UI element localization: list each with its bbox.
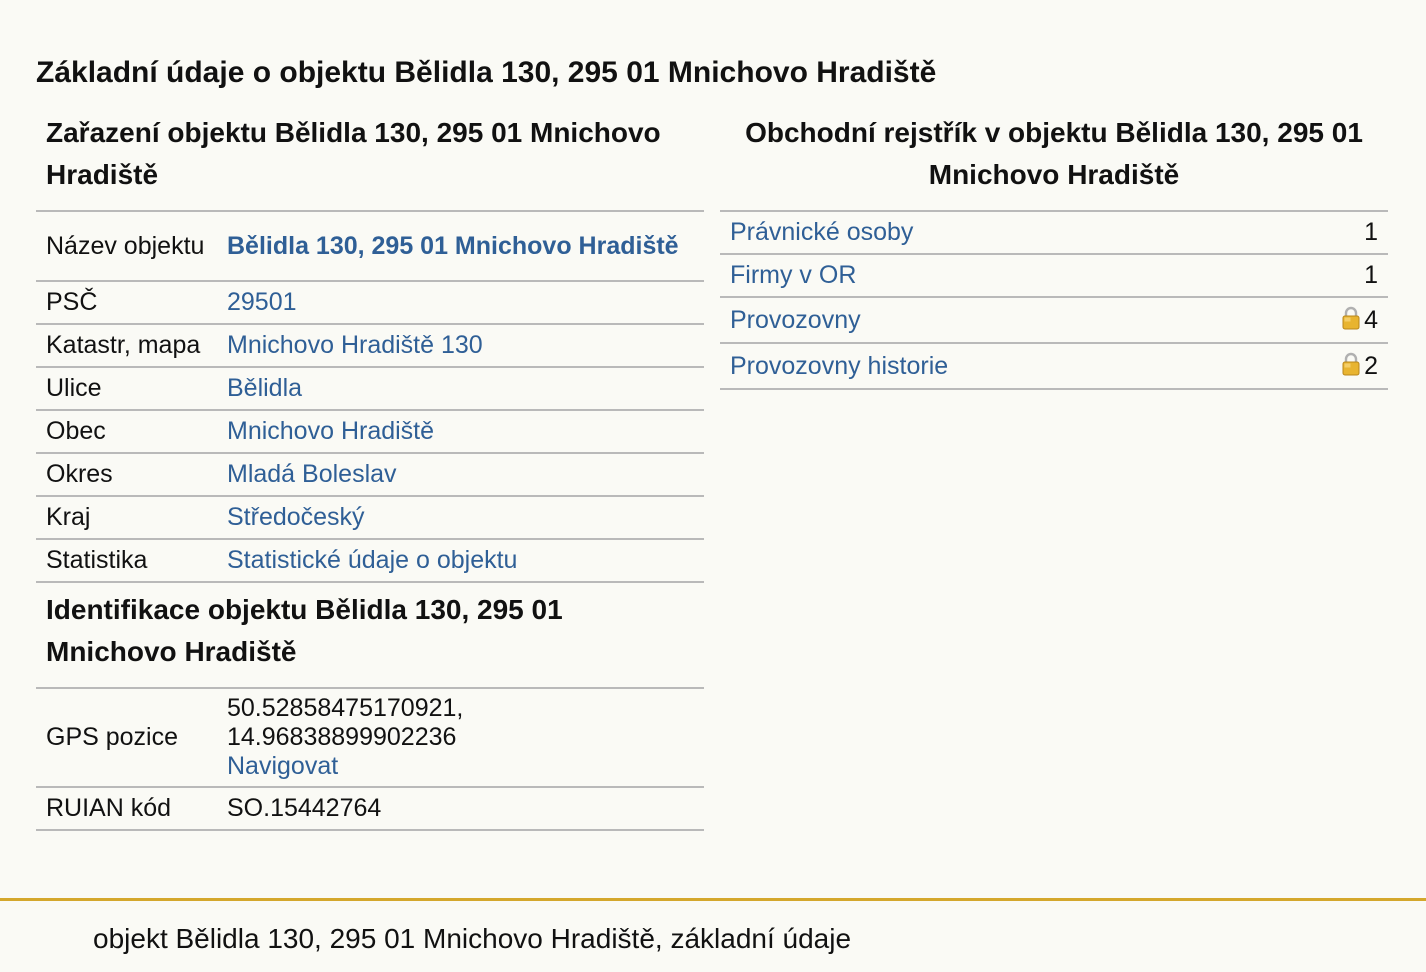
- cadastre-link[interactable]: Mnichovo Hradiště 130: [227, 331, 483, 359]
- page-title: Základní údaje o objektu Bělidla 130, 295 01 Mnichovo Hradiště: [36, 56, 937, 89]
- table-row: [36, 324, 704, 367]
- ruian-value: SO.15442764: [217, 787, 704, 830]
- table-row: [720, 343, 1388, 389]
- business-register-title: Obchodní rejstřík v objektu Bělidla 130, 295 01 Mnichovo Hradiště: [745, 117, 1363, 190]
- table-row: [36, 453, 704, 496]
- table-row: [36, 539, 704, 582]
- classification-title: Zařazení objektu Bělidla 130, 295 01 Mnichovo Hradiště: [46, 117, 661, 190]
- street-link[interactable]: Bělidla: [227, 374, 303, 402]
- row-value: [217, 281, 704, 324]
- table-row: [36, 496, 704, 539]
- business-register-table: [720, 210, 1388, 390]
- row-label: GPS pozice: [36, 688, 217, 787]
- row-label: [720, 297, 1261, 343]
- gps-latitude: 50.52858475170921,: [227, 694, 464, 722]
- establishments-link[interactable]: Provozovny: [730, 305, 861, 334]
- row-label: Kraj: [36, 496, 217, 539]
- row-value: [217, 410, 704, 453]
- gps-value: [217, 688, 704, 787]
- right-column: [720, 112, 1388, 390]
- row-count: [1261, 297, 1388, 343]
- table-row: [36, 410, 704, 453]
- footer: [0, 898, 1426, 972]
- row-label: Ulice: [36, 367, 217, 410]
- row-label: Statistika: [36, 539, 217, 582]
- municipality-link[interactable]: Mnichovo Hradiště: [227, 417, 435, 445]
- table-row: [720, 211, 1388, 254]
- table-row: [36, 367, 704, 410]
- region-link[interactable]: Středočeský: [227, 503, 365, 531]
- row-label: [720, 254, 1261, 297]
- object-name-link[interactable]: Bělidla 130, 295 01 Mnichovo Hradiště: [227, 231, 679, 260]
- table-row: [720, 254, 1388, 297]
- count-value: 4: [1364, 305, 1378, 334]
- psc-link[interactable]: 29501: [227, 288, 297, 316]
- left-column: [36, 112, 704, 831]
- row-label: [720, 211, 1261, 254]
- identification-section: [36, 589, 704, 831]
- table-row: [720, 297, 1388, 343]
- row-label: Název objektu: [36, 211, 217, 281]
- row-label: PSČ: [36, 281, 217, 324]
- identification-title: Identifikace objektu Bělidla 130, 295 01 Mnichovo Hradiště: [46, 594, 563, 667]
- establishments-history-link[interactable]: Provozovny historie: [730, 351, 949, 380]
- navigate-link[interactable]: Navigovat: [227, 752, 339, 780]
- row-value: [217, 453, 704, 496]
- footer-text: objekt Bělidla 130, 295 01 Mnichovo Hradiště, základní údaje: [93, 923, 852, 954]
- row-count: 1: [1261, 211, 1388, 254]
- lock-icon[interactable]: [1342, 306, 1360, 330]
- row-count: 1: [1261, 254, 1388, 297]
- identification-table: [36, 687, 704, 831]
- row-label: Katastr, mapa: [36, 324, 217, 367]
- statistics-link[interactable]: Statistické údaje o objektu: [227, 546, 518, 574]
- table-row: [36, 787, 704, 830]
- table-row: [36, 688, 704, 787]
- row-value: [217, 496, 704, 539]
- row-value: [217, 324, 704, 367]
- gps-longitude: 14.96838899902236: [227, 723, 457, 751]
- row-label: Okres: [36, 453, 217, 496]
- district-link[interactable]: Mladá Boleslav: [227, 460, 397, 488]
- row-label: RUIAN kód: [36, 787, 217, 830]
- table-row: [36, 281, 704, 324]
- row-value: [217, 367, 704, 410]
- companies-link[interactable]: Firmy v OR: [730, 261, 857, 289]
- lock-icon[interactable]: [1342, 352, 1360, 376]
- count-value: 2: [1364, 351, 1378, 380]
- row-label: [720, 343, 1261, 389]
- row-label: Obec: [36, 410, 217, 453]
- row-count: [1261, 343, 1388, 389]
- classification-table: [36, 210, 704, 583]
- legal-entities-link[interactable]: Právnické osoby: [730, 218, 914, 246]
- table-row: [36, 211, 704, 281]
- row-value: [217, 539, 704, 582]
- row-value: [217, 211, 704, 281]
